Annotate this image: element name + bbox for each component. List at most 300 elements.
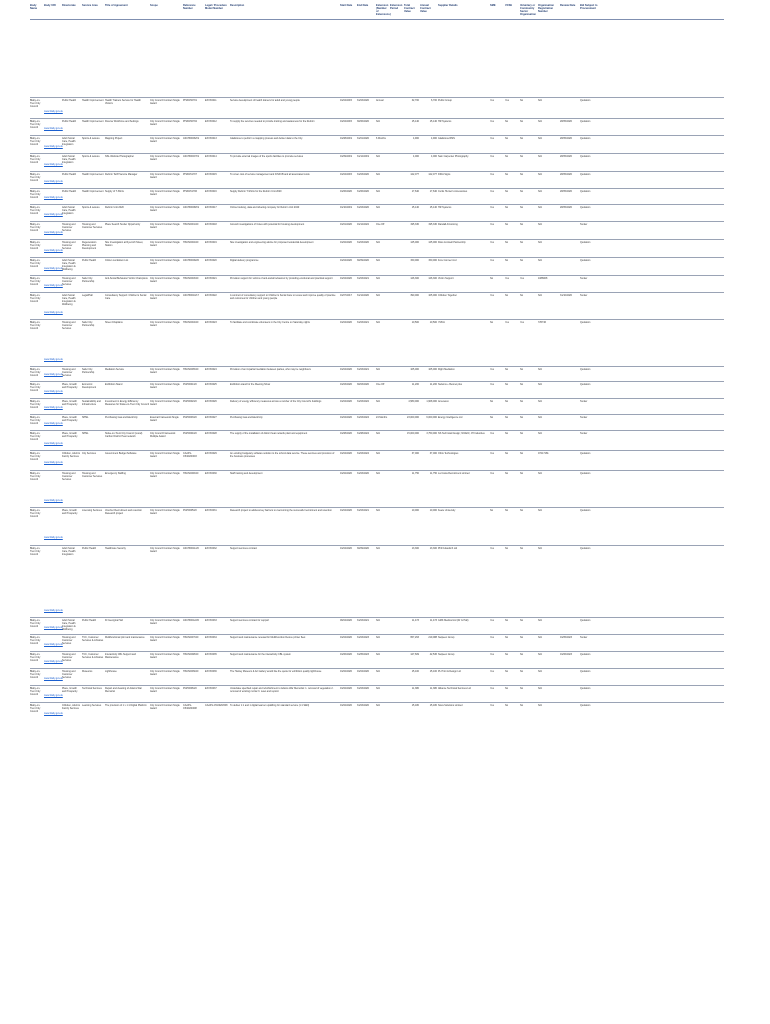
cell-reg: N/A xyxy=(538,173,542,176)
header-divider xyxy=(30,19,724,20)
cell-ref: PGP0004/20 xyxy=(183,432,197,435)
table-row xyxy=(0,135,724,152)
cell-svc: Health Improvement xyxy=(82,190,104,193)
cell-ext: N/A xyxy=(376,636,380,639)
cell-desc: Site investigation and engineering advice for proposed residential development xyxy=(230,241,314,244)
cell-supplier: GMK Medical Ltd (Dr G Hall) xyxy=(438,619,469,622)
cell-title: Dr Georgina Hall xyxy=(105,619,123,622)
row-divider xyxy=(30,135,724,136)
cell-vcse: Yes xyxy=(505,321,509,324)
cell-vol: No xyxy=(520,223,524,226)
cell-body: Blaby-on-Trent City Council xyxy=(30,137,41,147)
column-header: Start Date xyxy=(340,4,353,7)
cell-scope: City Council Contract Single Award xyxy=(150,206,180,213)
cell-uri[interactable]: www.blaby.gov.uk xyxy=(44,127,63,130)
cell-supplier: Nova Solutions Limited xyxy=(438,704,463,707)
cell-title: Interactivity CBL Support and Maintenance xyxy=(105,653,137,660)
cell-svc: Learning Services xyxy=(82,704,102,707)
cell-bid: Quotation xyxy=(580,704,591,707)
table-row xyxy=(0,118,724,134)
cell-acv: 15,140 xyxy=(429,120,437,123)
cell-scope: City Council Contract Single Award xyxy=(150,294,180,301)
cell-end: 31/03/2021 xyxy=(357,368,369,371)
column-header: Reference Number xyxy=(183,4,196,10)
cell-legal: EXXX0036 xyxy=(205,670,217,673)
cell-bid: Tender xyxy=(580,416,588,419)
cell-end: 31/03/2021 xyxy=(357,321,369,324)
cell-reg: N/A xyxy=(538,547,542,550)
cell-end: 31/03/2021 xyxy=(357,619,369,622)
cell-dir: Housing and Customer Services xyxy=(62,472,76,482)
cell-uri[interactable]: www.blaby.gov.uk xyxy=(44,267,63,270)
cell-desc: Digital delivery programme xyxy=(230,259,259,262)
cell-reg: N/A xyxy=(538,636,542,639)
cell-tcv: 390,000 xyxy=(410,294,419,297)
cell-vcse: No xyxy=(505,619,509,622)
row-divider xyxy=(30,257,724,258)
cell-ref: PGP0005/20 xyxy=(183,509,197,512)
cell-bid: Quotation xyxy=(580,321,591,324)
cell-vol: No xyxy=(520,155,524,158)
cell-bid: Quotation xyxy=(580,472,591,475)
cell-legal: EXXX0022 xyxy=(205,294,217,297)
cell-scope: City Council Contract Single Award xyxy=(150,241,180,248)
cell-title: Diverse Workforce and Settings xyxy=(105,120,139,123)
cell-vol: No xyxy=(520,653,524,656)
cell-uri[interactable]: www.blaby.gov.uk xyxy=(44,163,63,166)
cell-uri[interactable]: www.blaby.gov.uk xyxy=(44,311,63,314)
cell-sme: Yes xyxy=(490,241,494,244)
cell-acv: 195,330 xyxy=(428,223,437,226)
cell-uri[interactable]: www.blaby.gov.uk xyxy=(44,694,63,697)
cell-title: Repair and cleaning of Adams War Memorial xyxy=(105,687,142,694)
cell-uri[interactable]: www.blaby.gov.uk xyxy=(44,373,63,376)
column-header: SME xyxy=(490,4,496,7)
cell-desc: An existing budgetary software solution to the school data service. These services and provision of the business processes xyxy=(230,452,335,459)
cell-uri[interactable]: www.blaby.gov.uk xyxy=(44,390,63,393)
row-divider xyxy=(30,366,724,367)
cell-sme: Yes xyxy=(490,99,494,102)
cell-body: Blaby-on-Trent City Council xyxy=(30,509,41,519)
cell-title: Mapping Project xyxy=(105,137,123,140)
cell-desc: Service development of health trainers for adult and young people xyxy=(230,99,300,102)
cell-svc: Sustainability and Infrastructure xyxy=(82,400,101,407)
table-row xyxy=(0,204,724,220)
cell-start: 01/04/2015 xyxy=(340,120,352,123)
cell-legal: EXXX0033 xyxy=(205,619,217,622)
cell-desc: Support services contract for support xyxy=(230,619,270,622)
cell-uri[interactable]: www.blaby.gov.uk xyxy=(44,422,63,425)
cell-dir: Adult Social Care, Health Integration xyxy=(62,155,76,165)
cell-acv: 37,000 xyxy=(429,452,437,455)
cell-end: 31/03/2024 xyxy=(357,452,369,455)
cell-review: 28/05/2020 xyxy=(560,155,572,158)
table-row xyxy=(0,685,724,701)
table-row xyxy=(0,668,724,684)
cell-acv: 122,077 xyxy=(428,173,437,176)
cell-sme: Yes xyxy=(490,206,494,209)
cell-bid: Quotation xyxy=(580,259,591,262)
cell-ref: ASCHI0009/20 xyxy=(183,259,199,262)
cell-acv: 150,000 xyxy=(428,259,437,262)
cell-end: 30/03/2020 xyxy=(357,383,369,386)
cell-uri[interactable]: www.blaby.gov.uk xyxy=(44,677,63,680)
cell-legal: EXXX0026 xyxy=(205,400,217,403)
cell-acv: 11,200 xyxy=(429,383,437,386)
cell-title: Investment in Energy Efficiency Measures for Stoke-on-Trent City Council xyxy=(105,400,149,407)
cell-dir: Children, Adult & Family Services xyxy=(62,704,80,711)
cell-reg: N/A xyxy=(538,704,542,707)
cell-uri[interactable]: www.blaby.gov.uk xyxy=(44,358,63,361)
cell-svc: City Services xyxy=(82,452,96,455)
cell-vol: No xyxy=(520,704,524,707)
cell-start: 01/04/2020 xyxy=(340,547,352,550)
cell-vcse: No xyxy=(505,190,509,193)
cell-ext: N/A xyxy=(376,653,380,656)
cell-body: Blaby-on-Trent City Council xyxy=(30,120,41,130)
cell-scope: City Council Contract Single Award xyxy=(150,120,180,127)
cell-tcv: 4,580,000 xyxy=(408,400,419,403)
cell-ref: ASCHI0012/20 xyxy=(183,619,199,622)
cell-dir: Public Health xyxy=(62,120,77,123)
cell-desc: To deliver 1:1 and 1 digital learner upskilling for standard service (1:1 SEN) xyxy=(230,704,310,707)
cell-scope: City Council Contract Single Award xyxy=(150,99,180,106)
cell-acv: 42,536 xyxy=(429,653,437,656)
column-header: Voluntary or Community Sector Organisation xyxy=(520,4,536,16)
cell-legal: EXXX0031 xyxy=(205,509,217,512)
cell-dir: Housing and Customer Services xyxy=(62,321,76,331)
cell-bid: Quotation xyxy=(580,619,591,622)
cell-start: 01/04/2020 xyxy=(340,277,352,280)
cell-vcse: No xyxy=(505,137,509,140)
cell-start: 01/04/2020 xyxy=(340,321,352,324)
cell-start: 01/02/2020 xyxy=(340,687,352,690)
cell-title: Government Budget Software xyxy=(105,452,137,455)
cell-acv: 15,140 xyxy=(429,206,437,209)
cell-uri[interactable]: www.blaby.gov.uk xyxy=(44,110,63,113)
cell-svc: Safer City Partnership xyxy=(82,368,95,375)
cell-acv: 4,900 xyxy=(431,137,437,140)
cell-dir: Housing and Customer Services xyxy=(62,368,76,378)
cell-ref: HSCS0004/20 xyxy=(183,321,199,324)
cell-dir: Housing and Customer Services xyxy=(62,670,76,680)
cell-ref: ASCHI0008/19 xyxy=(183,206,199,209)
cell-supplier: Right Mediation xyxy=(438,368,455,371)
cell-end: 31/05/2023 xyxy=(357,653,369,656)
cell-bid: Tender xyxy=(580,636,588,639)
cell-desc: Support and maintenance renewal for MultiFunction Device printer fleet xyxy=(230,636,306,639)
cell-end: 31/01/2020 xyxy=(357,137,369,140)
cell-vol: No xyxy=(520,99,524,102)
cell-ext: N/A xyxy=(376,120,380,123)
cell-dir: Place, Growth and Prosperity xyxy=(62,416,78,423)
cell-scope: City Council Contract Single Award xyxy=(150,259,180,266)
cell-review: 31/10/2020 xyxy=(560,294,572,297)
cell-scope: City Council Contract Single Award xyxy=(150,190,180,197)
cell-title: Citizen Lockdown List xyxy=(105,259,129,262)
cell-acv: 15,100 xyxy=(429,670,437,673)
cell-vol: No xyxy=(520,120,524,123)
cell-acv: 3,750,000 xyxy=(426,432,437,435)
cell-start: 01/02/2020 xyxy=(340,670,352,673)
cell-uri[interactable]: www.blaby.gov.uk xyxy=(44,196,63,199)
cell-body: Blaby-on-Trent City Council xyxy=(30,400,41,410)
cell-tcv: 17,640 xyxy=(411,190,419,193)
cell-acv: 11,380 xyxy=(429,687,437,690)
cell-svc: TCC, Customer Services & Libraries xyxy=(82,653,104,660)
cell-end: 31/03/2021 xyxy=(357,277,369,280)
cell-uri[interactable]: www.blaby.gov.uk xyxy=(44,442,63,445)
cell-uri[interactable]: www.blaby.gov.uk xyxy=(44,249,63,252)
cell-end: 31/03/2022 xyxy=(357,400,369,403)
cell-sme: No xyxy=(490,321,494,324)
cell-acv: 10,000 xyxy=(429,509,437,512)
cell-ref: PGP0001/20 xyxy=(183,383,197,386)
table-row xyxy=(0,366,724,380)
row-divider xyxy=(30,221,724,222)
cell-uri[interactable]: www.blaby.gov.uk xyxy=(44,536,63,539)
table-row xyxy=(0,153,724,170)
row-divider xyxy=(30,239,724,240)
cell-title: Lighthouse xyxy=(105,670,117,673)
cell-start: 01/04/2020 xyxy=(340,400,352,403)
cell-svc: Health Improvement xyxy=(82,120,104,123)
cell-svc: Public Health xyxy=(82,259,97,262)
row-divider xyxy=(30,651,724,652)
cell-tcv: 15,100 xyxy=(411,670,419,673)
table-row xyxy=(0,381,724,397)
cell-body: Blaby-on-Trent City Council xyxy=(30,687,41,697)
cell-supplier: Alliance Technical Services Ltd xyxy=(438,687,471,690)
table-row xyxy=(0,430,724,449)
cell-tcv: 127,609 xyxy=(410,653,419,656)
row-divider xyxy=(30,507,724,508)
cell-ext: N/A xyxy=(376,704,380,707)
cell-desc: To cover cost of service management and ICS/ICB and all associated costs xyxy=(230,173,310,176)
cell-uri[interactable]: www.blaby.gov.uk xyxy=(44,499,63,502)
cell-ref: HSCS0005/20 xyxy=(183,368,199,371)
cell-uri[interactable]: www.blaby.gov.uk xyxy=(44,609,63,612)
cell-sme: Yes xyxy=(490,432,494,435)
cell-vol: No xyxy=(520,368,524,371)
column-header: Extension Period xyxy=(390,4,403,10)
cell-vcse: Yes xyxy=(505,277,509,280)
cell-sme: Yes xyxy=(490,190,494,193)
cell-legal: EXXX0013 xyxy=(205,137,217,140)
cell-legal: EXXX0035 xyxy=(205,653,217,656)
cell-sme: Yes xyxy=(490,259,494,262)
cell-uri[interactable]: www.blaby.gov.uk xyxy=(44,712,63,715)
cell-sme: No xyxy=(490,509,494,512)
cell-ext: N/A xyxy=(376,368,380,371)
cell-scope: City Council Contract Single Award xyxy=(150,619,180,626)
cell-supplier: Energy Intelligence Ltd xyxy=(438,416,463,419)
cell-desc: To facilitate and coordinate volunteers in the City Centre on Saturday nights xyxy=(230,321,310,324)
cell-vcse: No xyxy=(505,636,509,639)
cell-bid: Quotation xyxy=(580,509,591,512)
column-header: Supplier Details xyxy=(438,4,458,7)
cell-uri[interactable]: www.blaby.gov.uk xyxy=(44,660,63,663)
cell-bid: Quotation xyxy=(580,383,591,386)
cell-sme: No xyxy=(490,277,494,280)
cell-svc: Economic Development xyxy=(82,383,97,390)
cell-desc: Research project to address key barriers to overcoming the successful recruitment and retention xyxy=(230,509,332,512)
cell-body: Blaby-on-Trent City Council xyxy=(30,653,41,663)
table-row xyxy=(0,470,724,506)
cell-ext: N/A xyxy=(376,509,380,512)
cell-start: 01/09/2019 xyxy=(340,155,352,158)
row-divider xyxy=(30,319,724,320)
cell-supplier: HR Systems xyxy=(438,206,452,209)
table-row xyxy=(0,651,724,667)
cell-desc: Staff training and development xyxy=(230,472,263,475)
cell-uri[interactable]: www.blaby.gov.uk xyxy=(44,284,63,287)
cell-reg: N/A xyxy=(538,509,542,512)
cell-vol: No xyxy=(520,259,524,262)
cell-vol: No xyxy=(520,190,524,193)
cell-start: 01/04/2020 xyxy=(340,416,352,419)
cell-svc: Health Improvement xyxy=(82,173,104,176)
table-row xyxy=(0,507,724,543)
cell-bid: Tender xyxy=(580,294,588,297)
column-header: Legal / Procedure Model Number xyxy=(205,4,227,10)
cell-reg: N/A xyxy=(538,368,542,371)
cell-end: 01/04/2020 xyxy=(357,670,369,673)
column-header: Review Date xyxy=(560,4,576,7)
cell-sme: Yes xyxy=(490,472,494,475)
row-divider xyxy=(30,292,724,293)
cell-legal: EXXX0028 xyxy=(205,432,217,435)
cell-vol: No xyxy=(520,547,524,550)
cell-body: Blaby-on-Trent City Council xyxy=(30,321,41,331)
cell-end: 31/03/2021 xyxy=(357,509,369,512)
cell-tcv: 4,900 xyxy=(413,137,419,140)
cell-start: 01/02/2020 xyxy=(340,472,352,475)
cell-legal: EXXX0017 xyxy=(205,206,217,209)
cell-desc: Provision of an impartial mediation between parties, who may be neighbours xyxy=(230,368,311,371)
cell-vcse: No xyxy=(505,294,509,297)
cell-vol: No xyxy=(520,432,524,435)
cell-supplier: PL Print & Design Ltd xyxy=(438,670,461,673)
cell-sme: Yes xyxy=(490,452,494,455)
cell-uri[interactable]: www.blaby.gov.uk xyxy=(44,406,63,409)
cell-vol: No xyxy=(520,137,524,140)
cell-end: 31/03/2024 xyxy=(357,416,369,419)
cell-svc: Housing and Customer Services xyxy=(82,472,103,479)
cell-supplier: Netpeen Group xyxy=(438,653,455,656)
cell-supplier: Keele University xyxy=(438,509,456,512)
cell-dir: Housing and Customer Services xyxy=(62,241,76,251)
cell-dir: Adult Social Care, Health Integration xyxy=(62,206,76,216)
cell-vcse: No xyxy=(505,259,509,262)
cell-legal: EXXX0032 xyxy=(205,547,217,550)
cell-uri[interactable]: www.blaby.gov.uk xyxy=(44,231,63,234)
cell-reg: N/A xyxy=(538,155,542,158)
cell-body: Blaby-on-Trent City Council xyxy=(30,99,41,109)
cell-ref: ASCHI0010/17 xyxy=(183,294,199,297)
cell-start: 01/08/2020 xyxy=(340,432,352,435)
cell-ext: N/A xyxy=(376,259,380,262)
cell-vol: No xyxy=(520,241,524,244)
cell-title: Multifunctional print and maintenance xyxy=(105,636,145,639)
cell-legal: EXXX0024 xyxy=(205,368,217,371)
cell-supplier: Randall Armstrong xyxy=(438,223,458,226)
cell-tcv: 11,473 xyxy=(411,619,419,622)
cell-scope: City Council Contract Single Award xyxy=(150,223,180,230)
cell-body: Blaby-on-Trent City Council xyxy=(30,294,41,304)
cell-tcv: 15,000,000 xyxy=(407,432,419,435)
cell-scope: City Council Contract Single Award xyxy=(150,509,180,516)
cell-ref: HSCS0002/20 xyxy=(183,241,199,244)
row-divider xyxy=(30,188,724,189)
cell-uri[interactable]: www.blaby.gov.uk xyxy=(44,180,63,183)
cell-bid: Quotation xyxy=(580,670,591,673)
cell-legal: EXXX0015 xyxy=(205,173,217,176)
cell-vol: No xyxy=(520,619,524,622)
cell-uri[interactable]: www.blaby.gov.uk xyxy=(44,145,63,148)
cell-ref: PGP0003/20 xyxy=(183,416,197,419)
cell-uri[interactable]: www.blaby.gov.uk xyxy=(44,213,63,216)
cell-desc: Gladstone to perform a mapping process and deliver data to the City xyxy=(230,137,303,140)
cell-uri[interactable]: www.blaby.gov.uk xyxy=(44,461,63,464)
cell-uri[interactable]: www.blaby.gov.uk xyxy=(44,643,63,646)
cell-vcse: No xyxy=(505,704,509,707)
column-header: Total Contract Value xyxy=(404,4,415,13)
cell-title: Healthcare Security xyxy=(105,547,126,550)
cell-vcse: No xyxy=(505,155,509,158)
cell-reg: N/A xyxy=(538,241,542,244)
row-divider xyxy=(30,430,724,431)
cell-vol: No xyxy=(520,687,524,690)
cell-end: 31/03/2020 xyxy=(357,99,369,102)
cell-tcv: 23,000,000 xyxy=(407,416,419,419)
cell-bid: Quotation xyxy=(580,368,591,371)
cell-legal: EXXX0020 xyxy=(205,259,217,262)
cell-ref: ASCHI0006/19 xyxy=(183,137,199,140)
cell-legal: EXXX0021 xyxy=(205,277,217,280)
cell-dir: Adult Social Care, Health Integration & Wellbeing xyxy=(62,294,76,307)
cell-vcse: No xyxy=(505,368,509,371)
cell-svc: Public Health xyxy=(82,547,97,550)
cell-uri[interactable]: www.blaby.gov.uk xyxy=(44,626,63,629)
cell-bid: Quotation xyxy=(580,137,591,140)
cell-reg: N/A xyxy=(538,416,542,419)
cell-ext: One Off xyxy=(376,223,385,226)
cell-reg: N/A xyxy=(538,472,542,475)
cell-reg: 725746 xyxy=(538,321,546,324)
cell-supplier: Netpeen Group xyxy=(438,636,455,639)
cell-legal: EXXX0027 xyxy=(205,416,217,419)
cell-reg: N/A xyxy=(538,687,542,690)
cell-title: Reform Unit 2020 xyxy=(105,206,124,209)
cell-tcv: 195,330 xyxy=(410,223,419,226)
cell-scope: City Council Contract Single Award xyxy=(150,368,180,375)
cell-ref: HSCS0001/20 xyxy=(183,223,199,226)
cell-body: Blaby-on-Trent City Council xyxy=(30,670,41,680)
cell-legal: EXXX0029 xyxy=(205,452,217,455)
cell-desc: To supply the services needed to provide training and awareness for the Reform xyxy=(230,120,315,123)
cell-ext: N/A xyxy=(376,400,380,403)
cell-acv: 10,500 xyxy=(429,321,437,324)
cell-sme: Yes xyxy=(490,173,494,176)
cell-sme: Yes xyxy=(490,653,494,656)
cell-ext: N/A xyxy=(376,206,380,209)
cell-ext: N/A xyxy=(376,321,380,324)
table-row xyxy=(0,545,724,616)
cell-title: Exhibition Stand xyxy=(105,383,123,386)
cell-end: 31/03/2020 xyxy=(357,241,369,244)
cell-desc: Support and maintenance for the interactivity CBL system xyxy=(230,653,291,656)
